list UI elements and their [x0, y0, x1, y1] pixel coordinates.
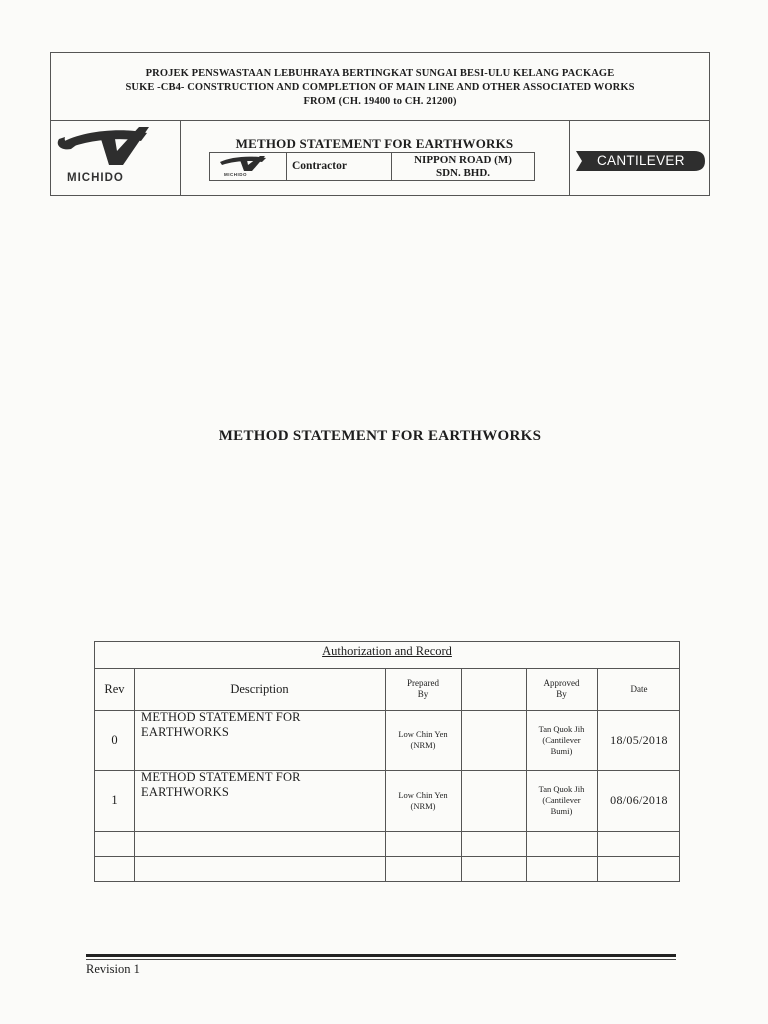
row-1-rev: 1 [111, 793, 118, 807]
contractor-label: Contractor [286, 153, 392, 180]
project-line-1: PROJEK PENSWASTAAN LEBUHRAYA BERTINGKAT SUNGAI BESI-ULU KELANG PACKAGE [145, 68, 615, 79]
project-line-2: SUKE -CB4- CONSTRUCTION AND COMPLETION OF MAIN LINE AND OTHER ASSOCIATED WORKS [125, 82, 635, 93]
michido-wordmark: MICHIDO [67, 172, 124, 184]
authorization-record-table [94, 641, 680, 882]
header-description: Description [230, 681, 289, 696]
row-1-prepared-line-1: Low Chin Yen [398, 789, 448, 800]
row-1-approved-line-2: (Cantilever [542, 795, 581, 805]
row-0-description [134, 710, 392, 770]
small-michido-logo-cell [210, 153, 287, 180]
row-0-approved-line-2: (Cantilever [542, 734, 581, 745]
table-rule [95, 831, 679, 832]
small-michido-logo-icon [210, 153, 286, 180]
row-0-prepared-by [385, 710, 461, 770]
michido-logo-cell [51, 121, 181, 195]
row-0-prepared-line-1: Low Chin Yen [398, 729, 448, 739]
row-1-description [134, 770, 392, 831]
row-0-description-line-2: EARTHWORKS [141, 725, 230, 739]
header-approved-by [526, 668, 597, 710]
row-1-approved-line-3: Bumi) [550, 806, 573, 816]
project-title-block [51, 53, 709, 121]
table-rule [461, 668, 462, 881]
row-1-prepared-line-2: (NRM) [410, 800, 436, 811]
header-approved-line-1: Approved [543, 678, 580, 688]
small-michido-wordmark: MICHIDO [224, 172, 247, 177]
contractor-name-line-1: NIPPON ROAD (M) [414, 154, 512, 166]
row-0-description-line-1: METHOD STATEMENT FOR [141, 710, 301, 724]
header-prepared-line-1: Prepared [407, 678, 439, 688]
header-approved-line-2: By [556, 689, 567, 699]
row-1-approved-line-1: Tan Quok Jih [538, 784, 585, 794]
document-header [50, 52, 710, 196]
row-1-description-line-2: EARTHWORKS [141, 785, 230, 799]
row-1-prepared-by [385, 770, 461, 831]
row-0-approved-by [526, 710, 597, 770]
project-line-3: FROM (CH. 19400 to CH. 21200) [303, 96, 457, 107]
row-0-approved-line-1: Tan Quok Jih [538, 723, 585, 734]
row-1-date: 08/06/2018 [610, 793, 668, 807]
row-0-prepared-line-2: (NRM) [410, 740, 436, 750]
cantilever-logo-text: CANTILEVER [597, 153, 685, 168]
contractor-name-line-2: SDN. BHD. [435, 167, 491, 179]
footer-rule [86, 954, 676, 957]
header-document-title: METHOD STATEMENT FOR EARTHWORKS [235, 136, 514, 151]
row-0-date: 18/05/2018 [610, 732, 668, 747]
row-0-rev: 0 [111, 732, 118, 747]
row-0-approved-line-3: Bumi) [550, 745, 573, 756]
header-prepared-line-2: By [417, 689, 429, 699]
cantilever-logo-cell [569, 121, 709, 195]
header-prepared-by [385, 668, 461, 710]
header-rev: Rev [104, 681, 125, 696]
contractor-table [209, 152, 535, 181]
contractor-name [392, 153, 534, 180]
header-date: Date [630, 683, 648, 694]
row-1-approved-by [526, 770, 597, 831]
document-title-cell [180, 121, 570, 195]
authorization-table-title: Authorization and Record [322, 644, 452, 658]
row-1-description-line-1: METHOD STATEMENT FOR [141, 770, 301, 784]
footer-rule-thin [86, 959, 676, 960]
page-title: METHOD STATEMENT FOR EARTHWORKS [218, 428, 542, 444]
table-rule [95, 856, 679, 857]
footer-revision: Revision 1 [86, 962, 140, 976]
